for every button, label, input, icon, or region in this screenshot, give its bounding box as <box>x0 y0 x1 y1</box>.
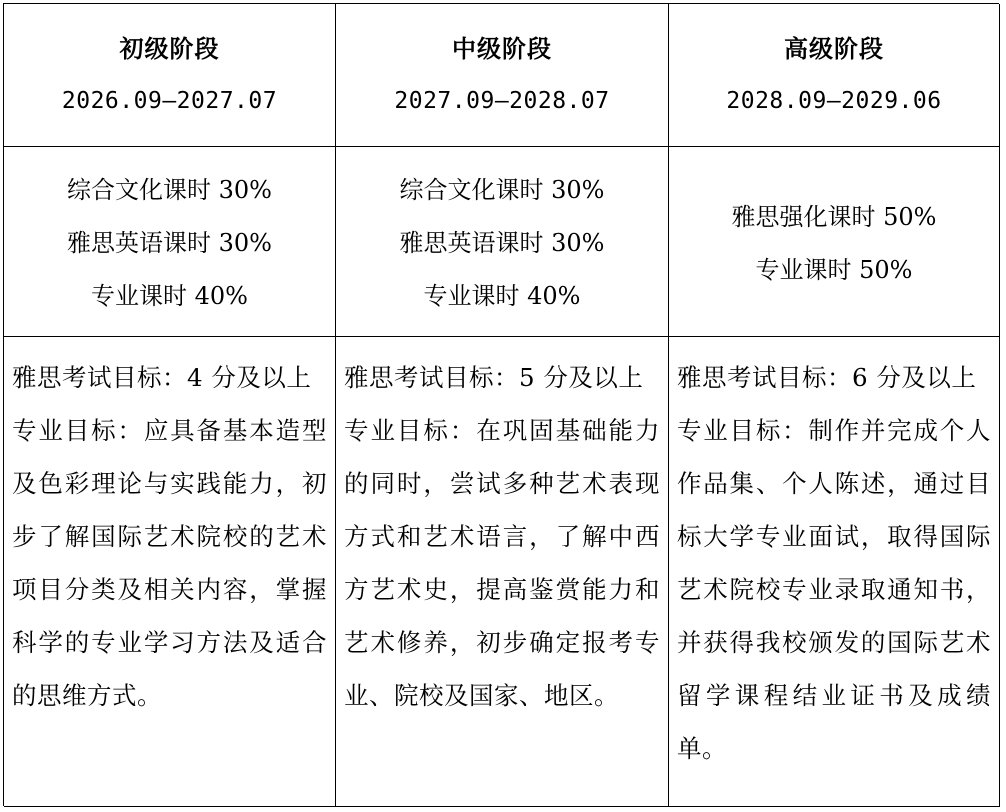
hours-cell-beginner <box>4 147 336 337</box>
hours-item: 雅思英语课时 30% <box>399 229 605 257</box>
stage-title: 初级阶段 <box>119 34 220 63</box>
ielts-goal: 雅思考试目标：6 分及以上 <box>677 363 977 392</box>
goals-cell-intermediate <box>336 337 669 807</box>
goals-cell-advanced <box>669 337 1000 807</box>
stage-title: 高级阶段 <box>784 34 884 63</box>
stage-title: 中级阶段 <box>452 34 552 63</box>
professional-goal: 专业目标：制作并完成个人作品集、个人陈述，通过目标大学专业面试，取得国际艺术院校专业录取通知书，并获得我校颁发的国际艺术留学课程结业证书及成绩单。 <box>677 416 991 763</box>
ielts-goal: 雅思考试目标：5 分及以上 <box>344 363 644 392</box>
professional-goal: 专业目标：在巩固基础能力的同时，尝试多种艺术表现方式和艺术语言，了解中西方艺术史，提高鉴赏能力和艺术修养，初步确定报考专业、院校及国家、地区。 <box>344 416 660 710</box>
hours-item: 专业课时 40% <box>423 282 581 310</box>
stage-period: 2028.09—2029.06 <box>726 88 942 114</box>
hours-item: 综合文化课时 30% <box>399 176 605 204</box>
stage-period: 2026.09—2027.07 <box>61 88 278 114</box>
hours-item: 雅思英语课时 30% <box>67 229 272 257</box>
hours-item: 雅思强化课时 50% <box>731 202 937 231</box>
hours-item: 专业课时 40% <box>91 282 248 310</box>
professional-goal: 专业目标：应具备基本造型及色彩理论与实践能力，初步了解国际艺术院校的艺术项目分类及相关内容，掌握科学的专业学习方法及适合的思维方式。 <box>12 416 327 710</box>
hours-item: 专业课时 50% <box>755 255 913 284</box>
header-cell-beginner <box>4 4 336 147</box>
stage-period: 2027.09—2028.07 <box>394 88 610 114</box>
hours-cell-intermediate <box>336 147 669 337</box>
stage-plan-table <box>3 3 999 806</box>
hours-cell-advanced <box>669 147 1000 337</box>
header-cell-advanced <box>669 4 1000 147</box>
goals-cell-beginner <box>4 337 336 807</box>
ielts-goal: 雅思考试目标：4 分及以上 <box>12 363 312 392</box>
header-cell-intermediate <box>336 4 669 147</box>
hours-item: 综合文化课时 30% <box>67 176 272 204</box>
